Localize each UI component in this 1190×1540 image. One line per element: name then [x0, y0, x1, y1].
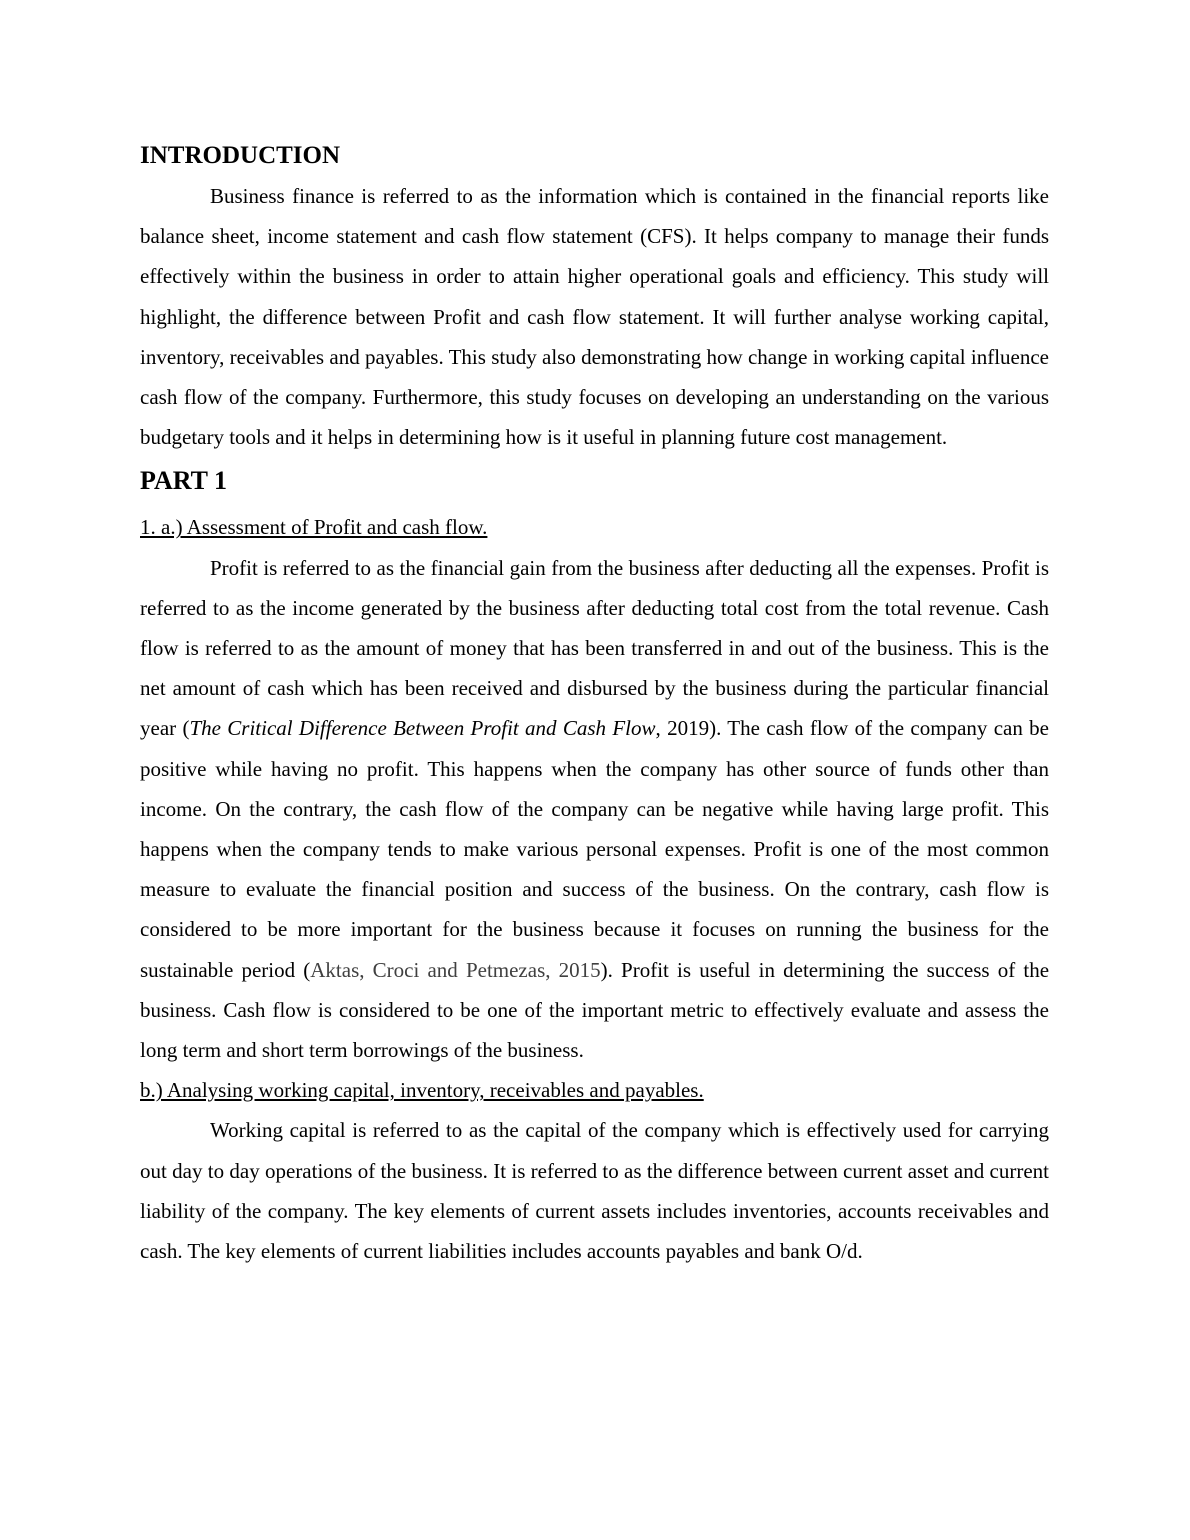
- section-b-paragraph: Working capital is referred to as the capital of the company which is effectively used for carrying out day to day operations of the business. It is referred to as the difference between current asset and current liability of the company. The key elements of current assets includes inventories, accounts receivables and cash. The key elements of current liabilities includes accounts payables and bank O/d.: [140, 1118, 1049, 1264]
- section-a-text-2: , 2019). The cash flow of the company can be positive while having no profit. This happens when the company has other source of funds other than income. On the contrary, the cash flow of the company can be negative while having large profit. This happens when the company tends to make various personal expenses. Profit is one of the most common measure to evaluate the financial position and success of the business. On the contrary, cash flow is considered to be more important for the business because it focuses on running the business for the sustainable period (: [140, 716, 1049, 982]
- introduction-heading: INTRODUCTION: [140, 142, 341, 169]
- section-a-heading: 1. a.) Assessment of Profit and cash flow.: [140, 515, 488, 540]
- document-page: [140, 138, 1049, 1271]
- section-b-heading: b.) Analysing working capital, inventory, receivables and payables.: [140, 1078, 704, 1103]
- citation-title: The Critical Difference Between Profit and Cash Flow: [189, 716, 656, 741]
- part-1-heading: PART 1: [140, 466, 227, 496]
- section-a-text-1: Profit is referred to as the financial gain from the business after deducting all the expenses. Profit is referred to as the income generated by the business after deducting total cost from the total revenue. Cash flow is referred to as the amount of money that has been transferred in and out of the business. This is the net amount of cash which has been received and disbursed by the business during the particular financial year (: [140, 555, 1049, 741]
- section-a-text-3: ). Profit is useful in determining the success of the business. Cash flow is considered to be one of the important metric to effectively evaluate and assess the long term and short term borrowings of the business.: [140, 957, 1050, 1063]
- citation-aktas: Aktas, Croci and Petmezas, 2015: [310, 957, 601, 982]
- section-a-paragraph: [140, 548, 1049, 1071]
- introduction-paragraph: Business finance is referred to as the information which is contained in the financial reports like balance sheet, income statement and cash flow statement (CFS). It helps company to manage their funds effectively within the business in order to attain higher operational goals and efficiency. This study will highlight, the difference between Profit and cash flow statement. It will further analyse working capital, inventory, receivables and payables. This study also demonstrating how change in working capital influence cash flow of the company. Furthermore, this study focuses on developing an understanding on the various budgetary tools and it helps in determining how is it useful in planning future cost management.: [140, 184, 1049, 450]
